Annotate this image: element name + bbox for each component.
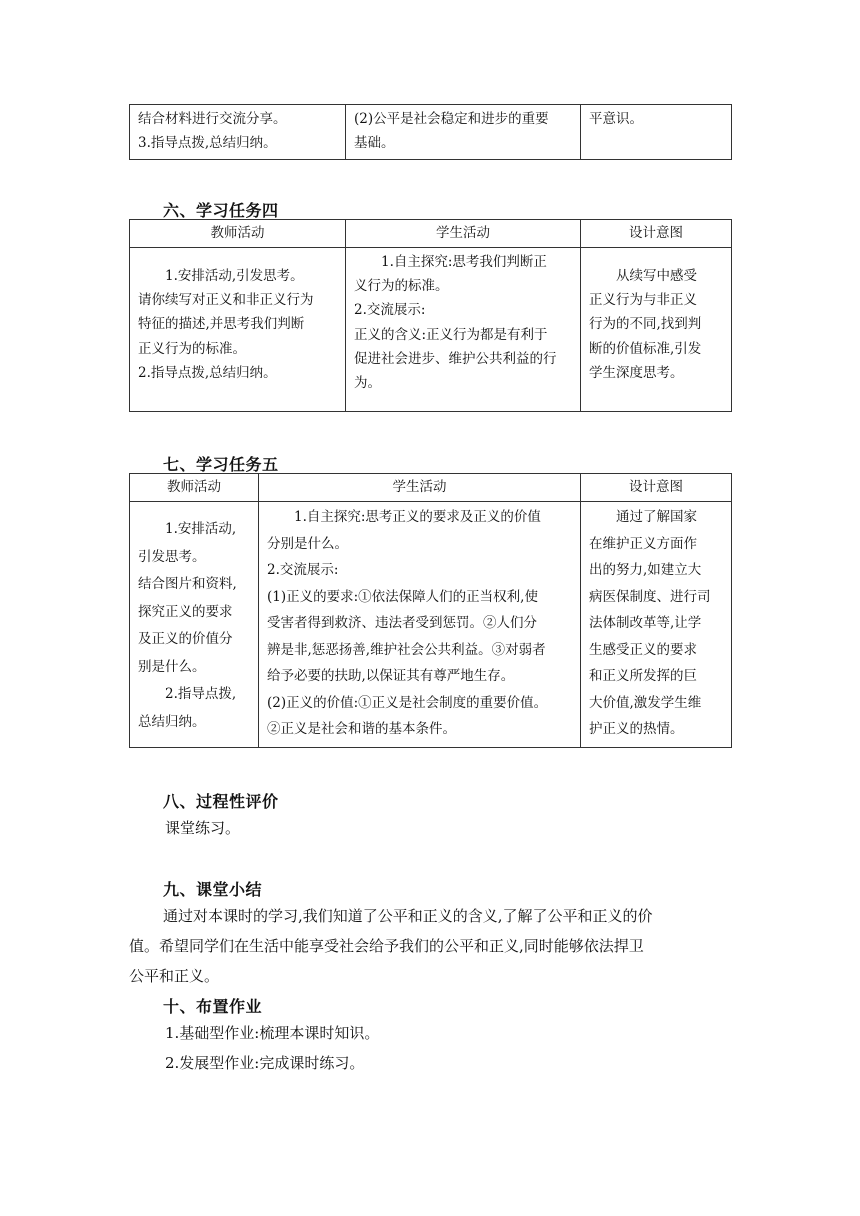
- cell-line: 1.自主探究:思考我们判断正: [381, 254, 547, 270]
- header-teacher-activity: 教师活动: [130, 220, 346, 248]
- cell-line: 为。: [354, 375, 381, 392]
- cell-line: 2.指导点拨,: [165, 686, 237, 702]
- cell-line: 总结归纳。: [138, 713, 206, 730]
- summary-line: 通过对本课时的学习,我们知道了公平和正义的含义,了解了公平和正义的价: [163, 907, 653, 925]
- cell-line: 断的价值标准,引发: [589, 340, 702, 357]
- summary-line: 值。希望同学们在生活中能享受社会给予我们的公平和正义,同时能够依法捍卫: [129, 937, 644, 955]
- header-design-intent: 设计意图: [581, 220, 732, 248]
- section-heading-10: 十、布置作业: [163, 997, 263, 1016]
- section-heading-7: 七、学习任务五: [163, 455, 279, 474]
- header-design-intent: 设计意图: [581, 474, 732, 502]
- cell-line: 生感受正义的要求: [589, 641, 697, 658]
- cell-line: (2)公平是社会稳定和进步的重要: [354, 111, 549, 127]
- cell-line: 促进社会进步、维护公共利益的行: [354, 350, 557, 367]
- header-teacher-activity: 教师活动: [130, 474, 259, 502]
- student-activity-cell: [346, 248, 581, 412]
- cell-line: 2.交流展示:: [354, 302, 426, 319]
- design-intent-cell: [581, 502, 732, 748]
- design-intent-cell: [581, 248, 732, 412]
- cell-line: 2.交流展示:: [267, 562, 339, 578]
- cell-line: 护正义的热情。: [589, 721, 684, 737]
- teacher-activity-cell: [130, 502, 259, 748]
- cell-line: 平意识。: [589, 111, 643, 127]
- section-heading-8: 八、过程性评价: [163, 792, 279, 811]
- design-intent-cell: [581, 105, 732, 160]
- teacher-activity-cell: [130, 105, 346, 160]
- student-activity-cell: [346, 105, 581, 160]
- header-student-activity: 学生活动: [346, 220, 581, 248]
- cell-line: 义行为的标准。: [354, 278, 449, 295]
- cell-line: 出的努力,如建立大: [589, 562, 702, 578]
- homework-item: 2.发展型作业:完成课时练习。: [165, 1054, 365, 1072]
- cell-line: 从续写中感受: [616, 268, 697, 284]
- cell-line: 正义的含义:正义行为都是有利于: [354, 326, 548, 343]
- cell-line: 通过了解国家: [616, 509, 697, 525]
- cell-line: 大价值,激发学生维: [589, 694, 702, 711]
- student-activity-cell: [259, 502, 581, 748]
- cell-line: 正义行为与非正义: [589, 292, 697, 309]
- cell-line: 特征的描述,并思考我们判断: [138, 316, 305, 333]
- cell-line: 3.指导点拨,总结归纳。: [138, 135, 277, 152]
- cell-line: 基础。: [354, 135, 395, 152]
- cell-line: 请你续写对正义和非正义行为: [138, 292, 314, 309]
- cell-line: 正义行为的标准。: [138, 340, 246, 357]
- homework-list: [165, 1018, 379, 1078]
- section-heading-9: 九、课堂小结: [163, 880, 263, 899]
- cell-line: 在维护正义方面作: [589, 535, 697, 552]
- cell-line: 学生深度思考。: [589, 364, 684, 381]
- cell-line: 1.安排活动,引发思考。: [165, 268, 304, 284]
- summary-paragraph: [129, 901, 653, 991]
- cell-line: 和正义所发挥的巨: [589, 668, 697, 684]
- cell-line: 别是什么。: [138, 658, 206, 675]
- continued-table: [129, 104, 732, 160]
- evaluation-text: 课堂练习。: [165, 819, 241, 837]
- cell-line: (1)正义的要求:①依法保障人们的正当权利,使: [267, 588, 538, 605]
- task4-table: [129, 219, 732, 412]
- cell-line: 行为的不同,找到判: [589, 316, 702, 333]
- summary-line: 公平和正义。: [129, 967, 220, 985]
- cell-line: 辨是非,惩恶扬善,维护社会公共利益。③对弱者: [267, 641, 546, 658]
- cell-line: 结合材料进行交流分享。: [138, 111, 287, 127]
- homework-item: 1.基础型作业:梳理本课时知识。: [165, 1024, 380, 1042]
- cell-line: 法体制改革等,让学: [589, 615, 702, 631]
- cell-line: 及正义的价值分: [138, 631, 233, 647]
- cell-line: 病医保制度、进行司: [589, 588, 711, 605]
- section-heading-6: 六、学习任务四: [163, 201, 279, 220]
- cell-line: 结合图片和资料,: [138, 576, 237, 592]
- cell-line: 受害者得到救济、违法者受到惩罚。②人们分: [267, 615, 537, 631]
- cell-line: 给予必要的扶助,以保证其有尊严地生存。: [267, 668, 515, 684]
- cell-line: 2.指导点拨,总结归纳。: [138, 364, 277, 381]
- cell-line: 1.安排活动,: [165, 521, 237, 537]
- cell-line: (2)正义的价值:①正义是社会制度的重要价值。: [267, 694, 548, 711]
- task5-table: [129, 473, 732, 748]
- header-student-activity: 学生活动: [259, 474, 581, 502]
- cell-line: ②正义是社会和谐的基本条件。: [267, 721, 456, 737]
- cell-line: 分别是什么。: [267, 535, 348, 552]
- cell-line: 探究正义的要求: [138, 603, 233, 620]
- cell-line: 引发思考。: [138, 548, 206, 565]
- teacher-activity-cell: [130, 248, 346, 412]
- cell-line: 1.自主探究:思考正义的要求及正义的价值: [294, 509, 541, 525]
